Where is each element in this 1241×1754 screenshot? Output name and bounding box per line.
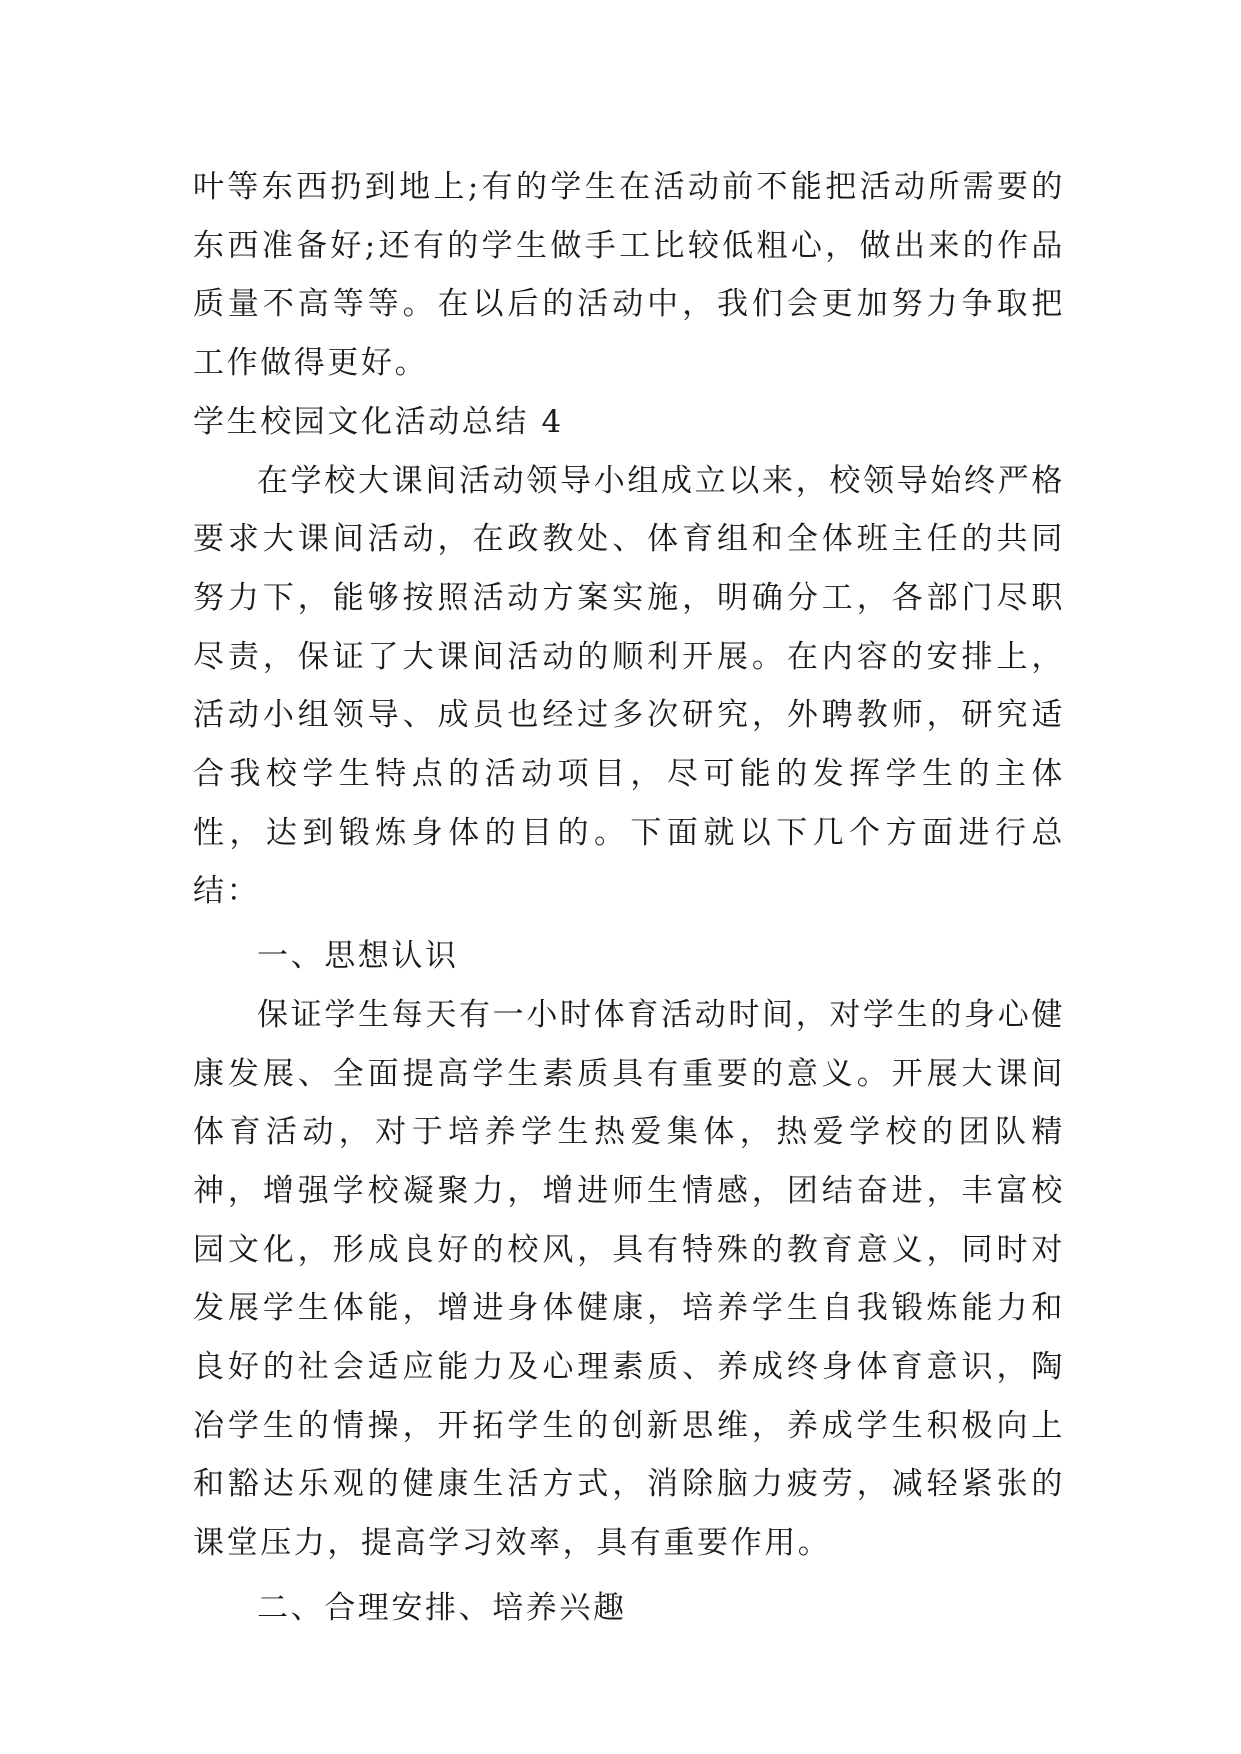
heading-two: 二、合理安排、培养兴趣 [257,1589,627,1626]
body-paragraph-one: 保证学生每天有一小时体育活动时间，对学生的身心健康发展、全面提高学生素质具有重要的意义。开展大课间体育活动，对于培养学生热爱集体，热爱学校的团队精神，增强学校凝聚力，增进师生情感，团结奋进，丰富校园文化，形成良好的校风，具有特殊的教育意义，同时对发展学生体能，增进身体健康，培养学生自我锻炼能力和良好的社会适应能力及心理素质、养成终身体育意识，陶冶学生的情操，开拓学生的创新思维，养成学生积极向上和豁达乐观的健康生活方式，消除脑力疲劳，减轻紧张的课堂压力，提高学习效率，具有重要作用。 [193,996,1065,1562]
intro-paragraph: 在学校大课间活动领导小组成立以来，校领导始终严格要求大课间活动，在政教处、体育组和全体班主任的共同努力下，能够按照活动方案实施，明确分工，各部门尽职尽责，保证了大课间活动的顺利开展。在内容的安排上，活动小组领导、成员也经过多次研究，外聘教师，研究适合我校学生特点的活动项目，尽可能的发挥学生的主体性，达到锻炼身体的目的。下面就以下几个方面进行总结： [193,462,1065,910]
continued-paragraph: 叶等东西扔到地上;有的学生在活动前不能把活动所需要的东西准备好;还有的学生做手工比较低粗心，做出来的作品质量不高等等。在以后的活动中，我们会更加努力争取把工作做得更好。 [193,169,1065,382]
document-body [193,158,1065,1638]
heading-one: 一、思想认识 [257,938,459,975]
section-title: 学生校园文化活动总结 4 [193,403,564,440]
